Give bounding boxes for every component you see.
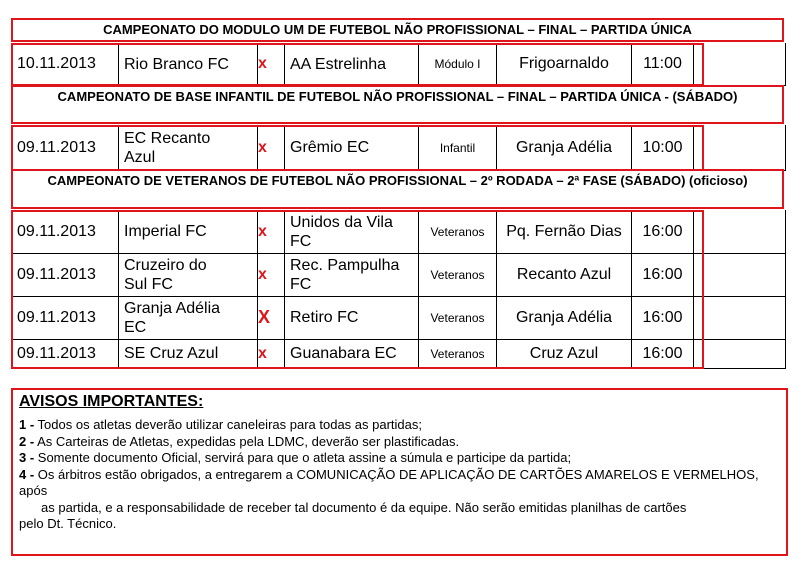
match-date: 09.11.2013 — [11, 253, 118, 296]
notice-last-line: pelo Dt. Técnico. — [19, 516, 117, 531]
versus-mark: x — [257, 253, 267, 296]
match-category: Módulo I — [418, 43, 496, 85]
notice-item — [19, 434, 780, 451]
schedule-table — [11, 14, 786, 369]
match-date: 09.11.2013 — [11, 339, 118, 368]
match-venue: Granja Adélia — [496, 296, 631, 339]
section-title: CAMPEONATO DO MODULO UM DE FUTEBOL NÃO PROFISSIONAL – FINAL – PARTIDA ÚNICA — [103, 22, 692, 37]
match-date: 09.11.2013 — [11, 125, 118, 170]
match-time: 10:00 — [631, 125, 693, 170]
home-team: SE Cruz Azul — [118, 339, 284, 368]
notice-text: Os árbitros estão obrigados, a entregarem a COMUNICAÇÃO DE APLICAÇÃO DE CARTÕES AMARELOS E VERMELHOS, após — [19, 466, 759, 498]
versus-mark: X — [257, 296, 270, 339]
match-category: Veteranos — [418, 253, 496, 296]
notice-item — [19, 417, 780, 434]
notice-text: Somente documento Oficial, servirá para que o atleta assine a súmula e participe da partida; — [34, 450, 572, 465]
versus-mark: x — [257, 210, 267, 253]
match-time: 16:00 — [631, 296, 693, 339]
notice-number: 3 - — [19, 450, 35, 465]
empty-cell — [693, 339, 786, 368]
notice-item — [19, 450, 780, 467]
match-venue: Pq. Fernão Dias — [496, 210, 631, 253]
home-team: Rio Branco FC — [118, 43, 284, 85]
match-category: Infantil — [418, 125, 496, 170]
section-header-base-infantil — [11, 85, 784, 124]
match-date: 09.11.2013 — [11, 296, 118, 339]
match-time: 16:00 — [631, 253, 693, 296]
match-category: Veteranos — [418, 339, 496, 368]
notice-item — [19, 467, 780, 500]
notice-number: 1 - — [19, 417, 35, 432]
away-team: AA Estrelinha — [284, 43, 418, 85]
match-time: 16:00 — [631, 210, 693, 253]
versus-mark: x — [257, 125, 267, 170]
away-team: Rec. Pampulha FC — [284, 253, 408, 296]
match-category: Veteranos — [418, 210, 496, 253]
section-title: CAMPEONATO DE VETERANOS DE FUTEBOL NÃO PROFISSIONAL – 2º RODADA – 2ª FASE (SÁBADO) (oficioso) — [47, 173, 748, 188]
empty-cell — [693, 210, 786, 253]
match-venue: Cruz Azul — [496, 339, 631, 368]
important-notices — [11, 388, 788, 556]
home-team: Cruzeiro do Sul FC — [118, 253, 220, 296]
red-row-frame — [11, 210, 704, 369]
away-team: Grêmio EC — [284, 125, 418, 170]
away-team: Unidos da Vila FC — [284, 210, 408, 253]
match-time: 11:00 — [631, 43, 693, 85]
home-team: Granja Adélia EC — [118, 296, 234, 339]
match-venue: Frigoarnaldo — [496, 43, 631, 85]
match-date: 09.11.2013 — [11, 210, 118, 253]
notice-text: Todos os atletas deverão utilizar caneleiras para todas as partidas; — [34, 417, 422, 432]
empty-cell — [693, 125, 786, 170]
match-category: Veteranos — [418, 296, 496, 339]
notices-title: AVISOS IMPORTANTES: — [19, 393, 204, 410]
match-venue: Recanto Azul — [496, 253, 631, 296]
empty-cell — [693, 253, 786, 296]
match-venue: Granja Adélia — [496, 125, 631, 170]
empty-cell — [693, 296, 786, 339]
notice-number: 4 - — [19, 466, 35, 482]
versus-mark: x — [257, 339, 267, 368]
notice-continuation: as partida, e a responsabilidade de receber tal documento é da equipe. Não serão emitidas planilhas de cartões — [41, 499, 687, 515]
notice-text: As Carteiras de Atletas, expedidas pela LDMC, deverão ser plastificadas. — [34, 433, 460, 449]
section-header-modulo-um — [11, 18, 784, 42]
away-team: Retiro FC — [284, 296, 418, 339]
section-title: CAMPEONATO DE BASE INFANTIL DE FUTEBOL NÃO PROFISSIONAL – FINAL – PARTIDA ÚNICA - (SÁBADO) — [57, 89, 738, 104]
home-team: EC Recanto Azul — [118, 125, 238, 170]
notice-number: 2 - — [19, 433, 35, 449]
section-header-veteranos — [11, 169, 784, 209]
home-team: Imperial FC — [118, 210, 284, 253]
match-date: 10.11.2013 — [11, 43, 118, 85]
red-row-frame — [11, 125, 704, 171]
match-time: 16:00 — [631, 339, 693, 368]
empty-cell — [693, 43, 786, 85]
red-row-frame — [11, 43, 704, 86]
away-team: Guanabara EC — [284, 339, 418, 368]
versus-mark: x — [257, 43, 267, 85]
